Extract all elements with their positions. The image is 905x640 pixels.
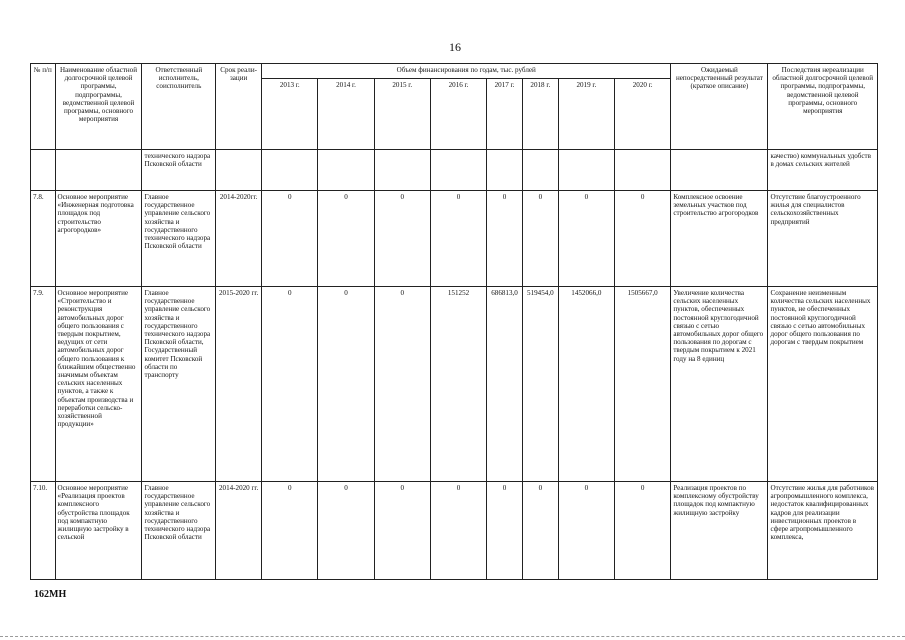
- row-value: 0: [558, 191, 614, 287]
- row-value: 1505667,0: [614, 287, 670, 482]
- row-value: 0: [374, 191, 430, 287]
- row-value: 0: [262, 287, 318, 482]
- row-value: 0: [430, 191, 486, 287]
- row-value: 0: [318, 482, 374, 580]
- header-year: 2019 г.: [558, 79, 614, 150]
- header-term: Срок реали-зации: [216, 64, 262, 150]
- row-num: 7.10.: [31, 482, 56, 580]
- row-value: 0: [318, 287, 374, 482]
- page-number: 16: [449, 40, 461, 54]
- row-result: Комплексное освоение земельных участков под строительство агрогородков: [671, 191, 768, 287]
- row-value: 0: [487, 191, 523, 287]
- row-consequences: качество) коммунальных удобств в домах сельских жителей: [768, 150, 878, 191]
- row-value: [318, 150, 374, 191]
- row-term: 2014-2020гг.: [216, 191, 262, 287]
- row-value: 0: [522, 482, 558, 580]
- header-executor: Ответственный исполнитель, соисполнитель: [142, 64, 216, 150]
- row-executor: технического надзора Псковской области: [142, 150, 216, 191]
- row-result: [671, 150, 768, 191]
- program-table: [30, 63, 878, 580]
- header-name: Наименование областной долгосрочной целевой программы, подпрограммы, ведомственной целевой программы, основного мероприятия: [55, 64, 142, 150]
- header-year: 2016 г.: [430, 79, 486, 150]
- table-row: [31, 482, 878, 580]
- scan-edge-line: [0, 636, 905, 637]
- row-value: 0: [318, 191, 374, 287]
- row-value: 0: [522, 191, 558, 287]
- row-term: 2015-2020 гг.: [216, 287, 262, 482]
- header-row: [31, 64, 878, 79]
- table-row: [31, 150, 878, 191]
- row-value: [522, 150, 558, 191]
- row-value: [614, 150, 670, 191]
- row-executor: Главное государственное управление сельского хозяйства и государственного технического надзора Псковской области: [142, 191, 216, 287]
- header-funding: Объем финансирования по годам, тыс. рублей: [262, 64, 671, 79]
- row-value: 686813,0: [487, 287, 523, 482]
- row-consequences: Отсутствие благоустроенного жилья для специалистов сельскохозяйственных предприятий: [768, 191, 878, 287]
- row-value: 0: [262, 482, 318, 580]
- row-value: 0: [374, 287, 430, 482]
- header-year: 2014 г.: [318, 79, 374, 150]
- row-value: 0: [558, 482, 614, 580]
- row-name: Основное мероприятие «Инженерная подготовка площадок под строительство агрогородков»: [55, 191, 142, 287]
- header-year: 2017 г.: [487, 79, 523, 150]
- header-year: 2018 г.: [522, 79, 558, 150]
- header-result: Ожидаемый непосредственный результат (краткое описание): [671, 64, 768, 150]
- row-value: [430, 150, 486, 191]
- row-name: [55, 150, 142, 191]
- row-num: [31, 150, 56, 191]
- row-term: [216, 150, 262, 191]
- row-value: 0: [262, 191, 318, 287]
- row-value: 0: [430, 482, 486, 580]
- row-value: 151252: [430, 287, 486, 482]
- row-num: 7.9.: [31, 287, 56, 482]
- row-executor: Главное государственное управление сельского хозяйства и государственного технического надзора Псковской области, Государственный комитет Псковской области по транспорту: [142, 287, 216, 482]
- row-value: 519454,0: [522, 287, 558, 482]
- header-year: 2013 г.: [262, 79, 318, 150]
- row-value: 0: [487, 482, 523, 580]
- row-result: Увеличение количества сельских населенных пунктов, обеспеченных постоянной круглогодичной связью с сетью автомобильных дорог общего пользования по дорогам с твердым покрытием к 2021 году на 8 единиц: [671, 287, 768, 482]
- row-term: 2014-2020 гг.: [216, 482, 262, 580]
- row-value: [262, 150, 318, 191]
- row-value: 0: [614, 482, 670, 580]
- footer-document-code: 162МН: [34, 589, 67, 600]
- row-value: 0: [614, 191, 670, 287]
- row-consequences: Сохранение неизменным количества сельских населенных пунктов, не обеспеченных постоянной круглогодичной связью с сетью автомобильных дорог общего пользования по дорогам с твердым покрытием: [768, 287, 878, 482]
- header-consequences: Последствия нереализации областной долгосрочной целевой программы, подпрограммы, ведомственной целевой программы, основного мероприятия: [768, 64, 878, 150]
- row-executor: Главное государственное управление сельского хозяйства и государственного технического надзора Псковской области: [142, 482, 216, 580]
- row-value: 0: [374, 482, 430, 580]
- header-year: 2015 г.: [374, 79, 430, 150]
- row-value: [374, 150, 430, 191]
- header-year: 2020 г.: [614, 79, 670, 150]
- table-row: [31, 287, 878, 482]
- row-consequences: Отсутствие жилья для работников агропромышленного комплекса, недостаток квалифицированных кадров для реализации инвестиционных проектов в сфере агропромышленного комплекса,: [768, 482, 878, 580]
- row-value: [558, 150, 614, 191]
- row-value: [487, 150, 523, 191]
- table-row: [31, 191, 878, 287]
- row-value: 1452066,0: [558, 287, 614, 482]
- row-num: 7.8.: [31, 191, 56, 287]
- row-name: Основное мероприятие «Реализация проектов комплексного обустройства площадок под компактную жилищную застройку в сельской: [55, 482, 142, 580]
- row-result: Реализация проектов по комплексному обустройству площадок под компактную жилищную застройку: [671, 482, 768, 580]
- row-name: Основное мероприятие «Строительство и реконструкция автомобильных дорог общего пользования с твердым покрытием, ведущих от сети автомобильных дорог общего пользования к ближайшим общественно значимым объектам сельских населенных пунктов, а также к объектам производства и переработки сельско-хозяйственной продукции»: [55, 287, 142, 482]
- header-num: № п/п: [31, 64, 56, 150]
